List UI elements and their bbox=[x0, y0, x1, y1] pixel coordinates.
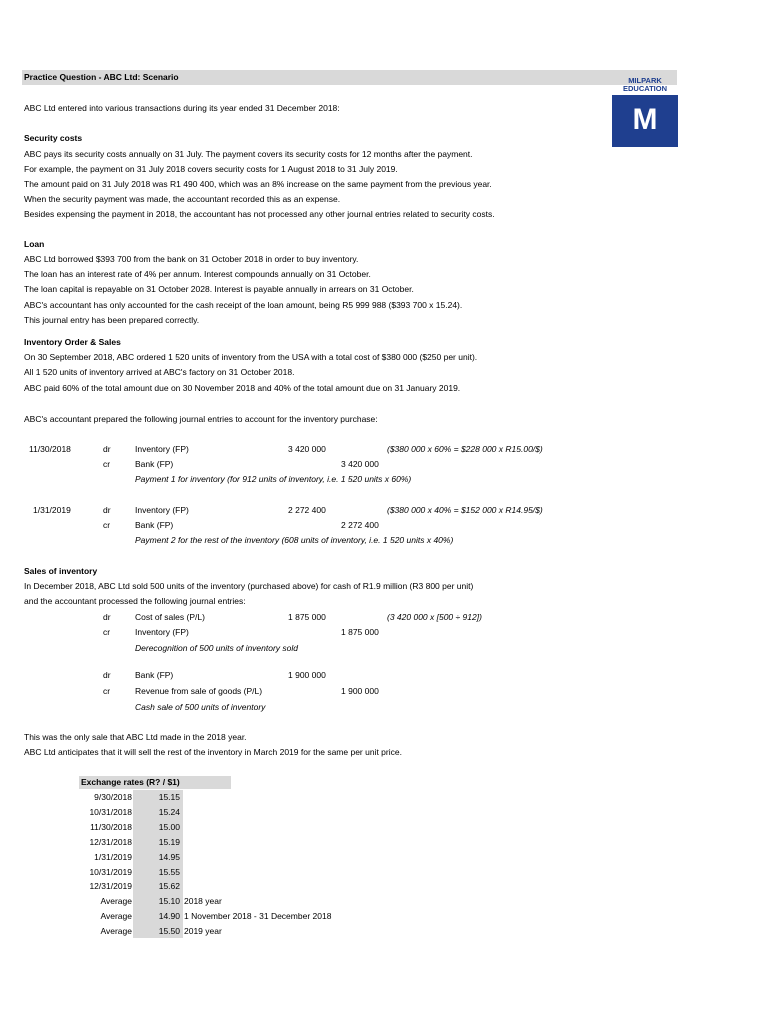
fx-note: 1 November 2018 - 31 December 2018 bbox=[184, 911, 332, 921]
dr-account: Inventory (FP) bbox=[135, 444, 189, 454]
cr-account: Revenue from sale of goods (P/L) bbox=[135, 686, 263, 696]
calc-note: (3 420 000 x [500 ÷ 912]) bbox=[387, 612, 482, 622]
entry-date: 1/31/2019 bbox=[33, 505, 71, 515]
security-line: The amount paid on 31 July 2018 was R1 490 400, which was an 8% increase on the same payment from the previous year. bbox=[24, 179, 492, 189]
fx-rate: 15.50 bbox=[158, 926, 180, 936]
loan-line: ABC's accountant has only accounted for the cash receipt of the loan amount, being R5 999 988 ($393 700 x 15.24). bbox=[24, 300, 463, 310]
narration: Payment 2 for the rest of the inventory (608 units of inventory, i.e. 1 520 units x 40%) bbox=[135, 535, 454, 545]
intro-text: ABC Ltd entered into various transactions during its year ended 31 December 2018: bbox=[24, 103, 340, 113]
dr-label: dr bbox=[103, 612, 111, 622]
dr-amount: 1 875 000 bbox=[288, 612, 326, 622]
fx-rate: 15.15 bbox=[158, 792, 180, 802]
dr-account: Cost of sales (P/L) bbox=[135, 612, 205, 622]
fx-rate: 15.62 bbox=[158, 881, 180, 891]
security-line: For example, the payment on 31 July 2018 covers security costs for 1 August 2018 to 31 July 2019. bbox=[24, 164, 398, 174]
fx-rate: 15.55 bbox=[158, 867, 180, 877]
fx-date: 9/30/2018 bbox=[94, 792, 132, 802]
page-title: Practice Question - ABC Ltd: Scenario bbox=[24, 72, 179, 82]
fx-date: 10/31/2018 bbox=[89, 807, 132, 817]
milpark-logo bbox=[612, 75, 678, 147]
fx-date: 11/30/2018 bbox=[90, 822, 132, 832]
journal-intro: ABC's accountant prepared the following journal entries to account for the inventory purchase: bbox=[24, 414, 378, 424]
fx-date: 12/31/2018 bbox=[89, 837, 132, 847]
cr-amount: 2 272 400 bbox=[341, 520, 379, 530]
dr-label: dr bbox=[103, 444, 111, 454]
loan-heading: Loan bbox=[24, 239, 45, 249]
narration: Cash sale of 500 units of inventory bbox=[135, 702, 266, 712]
calc-note: ($380 000 x 60% = $228 000 x R15.00/$) bbox=[387, 444, 543, 454]
inventory-heading: Inventory Order & Sales bbox=[24, 337, 121, 347]
fx-rate: 15.00 bbox=[158, 822, 180, 832]
dr-amount: 3 420 000 bbox=[288, 444, 326, 454]
inventory-line: ABC paid 60% of the total amount due on 30 November 2018 and 40% of the total amount due on 31 January 2019. bbox=[24, 383, 461, 393]
sales-line: In December 2018, ABC Ltd sold 500 units of the inventory (purchased above) for cash of R1.9 million (R3 800 per unit) bbox=[24, 581, 474, 591]
sales-line: and the accountant processed the following journal entries: bbox=[24, 596, 246, 606]
security-line: ABC pays its security costs annually on 31 July. The payment covers its security costs for 12 months after the payment. bbox=[24, 149, 473, 159]
fx-label: Average bbox=[100, 911, 132, 921]
fx-rate: 14.95 bbox=[158, 852, 180, 862]
fx-date: 12/31/2019 bbox=[89, 881, 132, 891]
loan-line: The loan capital is repayable on 31 October 2028. Interest is payable annually in arrears on 31 October. bbox=[24, 284, 414, 294]
security-line: When the security payment was made, the accountant recorded this as an expense. bbox=[24, 194, 341, 204]
fx-label: Average bbox=[100, 926, 132, 936]
logo-word-1: MILPARK bbox=[628, 76, 662, 85]
cr-label: cr bbox=[103, 627, 111, 637]
fx-date: 10/31/2019 bbox=[89, 867, 132, 877]
loan-line: ABC Ltd borrowed $393 700 from the bank on 31 October 2018 in order to buy inventory. bbox=[24, 254, 359, 264]
sales-heading: Sales of inventory bbox=[24, 566, 98, 576]
cr-account: Bank (FP) bbox=[135, 459, 174, 469]
cr-label: cr bbox=[103, 459, 111, 469]
fx-date: 1/31/2019 bbox=[94, 852, 132, 862]
narration: Derecognition of 500 units of inventory sold bbox=[135, 643, 299, 653]
loan-line: This journal entry has been prepared correctly. bbox=[24, 315, 200, 325]
dr-amount: 1 900 000 bbox=[288, 670, 326, 680]
fx-label: Average bbox=[100, 896, 132, 906]
fx-rate: 15.19 bbox=[158, 837, 180, 847]
closing-line: ABC Ltd anticipates that it will sell the rest of the inventory in March 2019 for the same per unit price. bbox=[24, 747, 402, 757]
dr-account: Bank (FP) bbox=[135, 670, 174, 680]
fx-rate: 15.10 bbox=[158, 896, 180, 906]
dr-amount: 2 272 400 bbox=[288, 505, 326, 515]
cr-label: cr bbox=[103, 520, 111, 530]
fx-rate: 14.90 bbox=[158, 911, 180, 921]
entry-date: 11/30/2018 bbox=[29, 444, 71, 454]
cr-label: cr bbox=[103, 686, 111, 696]
inventory-line: All 1 520 units of inventory arrived at ABC's factory on 31 October 2018. bbox=[24, 367, 295, 377]
cr-account: Inventory (FP) bbox=[135, 627, 189, 637]
cr-amount: 3 420 000 bbox=[341, 459, 379, 469]
fx-note: 2018 year bbox=[184, 896, 222, 906]
cr-amount: 1 875 000 bbox=[341, 627, 379, 637]
dr-account: Inventory (FP) bbox=[135, 505, 189, 515]
loan-line: The loan has an interest rate of 4% per annum. Interest compounds annually on 31 October. bbox=[24, 269, 371, 279]
exchange-rates-heading: Exchange rates (R? / $1) bbox=[81, 777, 180, 787]
cr-account: Bank (FP) bbox=[135, 520, 174, 530]
dr-label: dr bbox=[103, 505, 111, 515]
logo-word-2: EDUCATION bbox=[622, 84, 668, 93]
narration: Payment 1 for inventory (for 912 units of inventory, i.e. 1 520 units x 60%) bbox=[135, 474, 412, 484]
fx-rate: 15.24 bbox=[158, 807, 180, 817]
calc-note: ($380 000 x 40% = $152 000 x R14.95/$) bbox=[387, 505, 543, 515]
fx-note: 2019 year bbox=[184, 926, 222, 936]
security-heading: Security costs bbox=[24, 133, 83, 143]
security-line: Besides expensing the payment in 2018, the accountant has not processed any other journal entries related to security costs. bbox=[24, 209, 495, 219]
inventory-line: On 30 September 2018, ABC ordered 1 520 units of inventory from the USA with a total cost of $380 000 ($250 per unit). bbox=[24, 352, 478, 362]
logo-mark: M bbox=[632, 103, 658, 136]
cr-amount: 1 900 000 bbox=[341, 686, 379, 696]
dr-label: dr bbox=[103, 670, 111, 680]
closing-line: This was the only sale that ABC Ltd made in the 2018 year. bbox=[24, 732, 247, 742]
